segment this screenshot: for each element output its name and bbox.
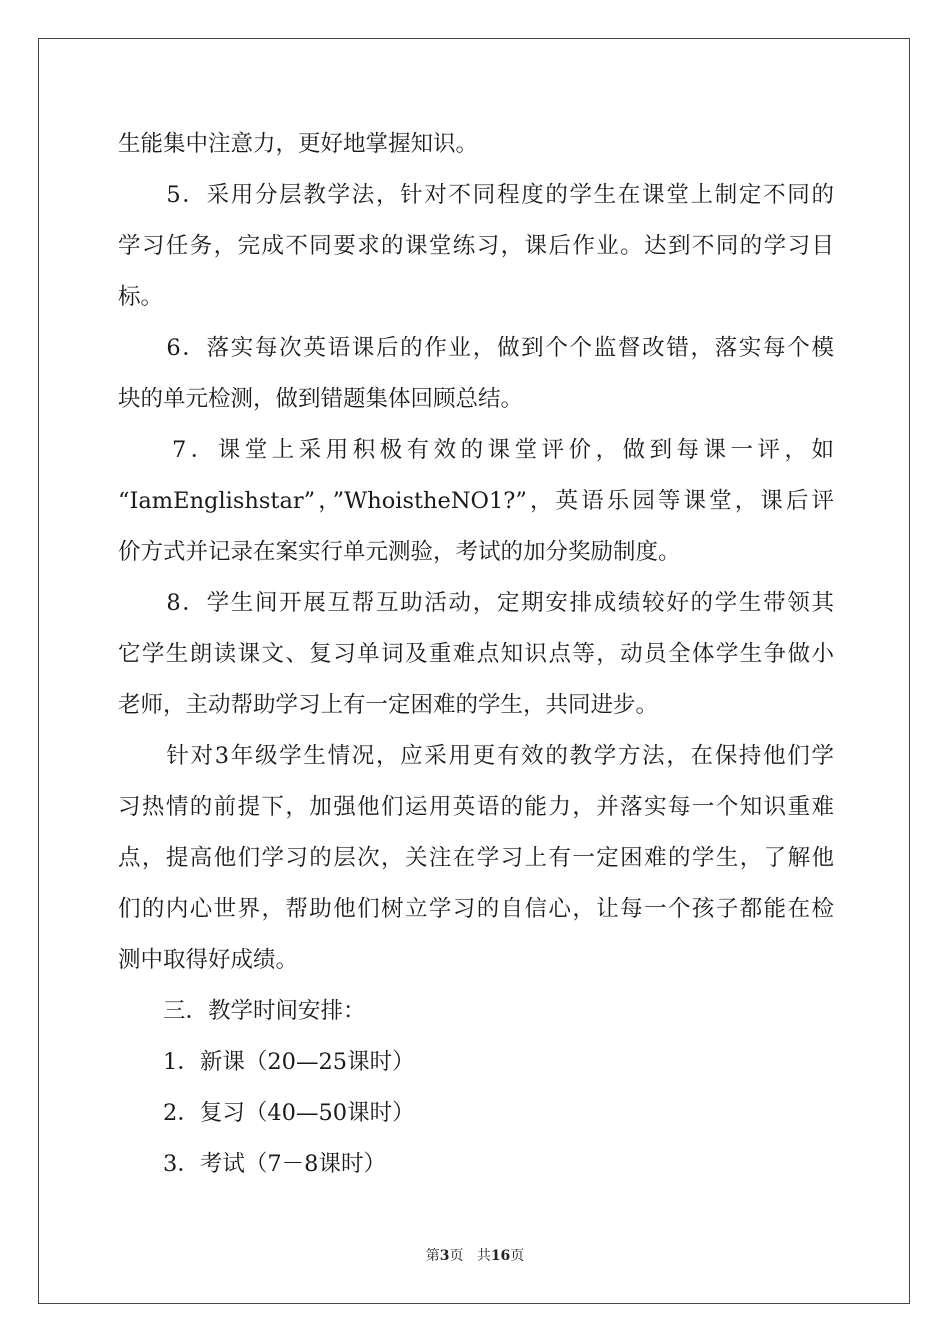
list-item: 2．复习（40—50课时）	[118, 1100, 415, 1126]
text-line: “IamEnglishstar”，”WhoistheNO1?”，英语乐园等课堂，课后评	[118, 488, 834, 514]
text-line: 习热情的前提下，加强他们运用英语的能力，并落实每一个知识重难	[118, 794, 834, 820]
text-line: 它学生朗读课文、复习单词及重难点知识点等，动员全体学生争做小	[118, 641, 834, 667]
page-footer	[0, 1246, 950, 1266]
list-item: 3．考试（7－8课时）	[118, 1151, 386, 1177]
text-line: 学习任务，完成不同要求的课堂练习，课后作业。达到不同的学习目	[118, 233, 834, 259]
text-line: 点，提高他们学习的层次，关注在学习上有一定困难的学生，了解他	[118, 845, 834, 871]
text-line: 5．采用分层教学法，针对不同程度的学生在课堂上制定不同的	[118, 182, 834, 208]
text-line: 块的单元检测，做到错题集体回顾总结。	[118, 386, 524, 412]
footer-prefix: 第	[425, 1248, 440, 1264]
text-line: 们的内心世界，帮助他们树立学习的自信心，让每一个孩子都能在检	[118, 896, 834, 922]
text-line: 生能集中注意力，更好地掌握知识。	[118, 131, 479, 157]
footer-page-number: 3	[439, 1248, 450, 1264]
list-item: 1．新课（20—25课时）	[118, 1049, 415, 1075]
text-line: 针对3年级学生情况，应采用更有效的教学方法，在保持他们学	[118, 743, 834, 769]
footer-total-suffix: 页	[510, 1248, 525, 1264]
text-line: 6．落实每次英语课后的作业，做到个个监督改错，落实每个模	[118, 335, 834, 361]
text-line: 8．学生间开展互帮互助活动，定期安排成绩较好的学生带领其	[118, 590, 834, 616]
text-line: 老师，主动帮助学习上有一定困难的学生，共同进步。	[118, 692, 659, 718]
text-line: 7．课堂上采用积极有效的课堂评价，做到每课一评，如	[118, 437, 834, 463]
footer-total-pages: 16	[490, 1248, 511, 1264]
text-line: 价方式并记录在案实行单元测验，考试的加分奖励制度。	[118, 539, 681, 565]
text-line: 测中取得好成绩。	[118, 947, 299, 973]
footer-total-prefix: 共	[476, 1248, 491, 1264]
text-line: 标。	[118, 284, 164, 310]
footer-page-suffix: 页	[449, 1248, 464, 1264]
section-heading: 三．教学时间安排：	[118, 998, 366, 1024]
